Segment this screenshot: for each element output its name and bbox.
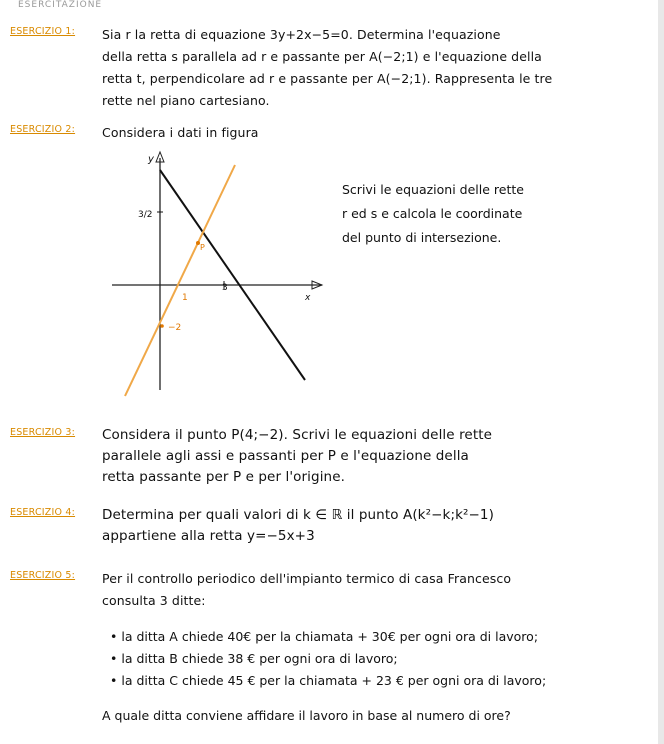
exercise-5-question: A quale ditta conviene affidare il lavoro in base al numero di ore? bbox=[102, 708, 511, 723]
exercise-3-line: parallele agli assi e passanti per P e l'equazione della bbox=[102, 448, 469, 464]
exercise-2-line: r ed s e calcola le coordinate bbox=[342, 206, 523, 221]
y-axis-label: y bbox=[148, 154, 154, 165]
exercise-1 bbox=[10, 24, 650, 120]
exercise-1-line: retta t, perpendicolare ad r e passante per A(−2;1). Rappresenta le tre bbox=[102, 71, 553, 86]
exercise-5-bullets bbox=[110, 626, 546, 692]
page-header: ESERCITAZIONE bbox=[18, 0, 103, 10]
exercise-2-figure bbox=[100, 140, 340, 410]
exercise-1-line: della retta s parallela ad r e passante per A(−2;1) e l'equazione della bbox=[102, 49, 542, 64]
y-tick-label-3-2: 3/2 bbox=[138, 210, 153, 220]
exercise-1-line: Sia r la retta di equazione 3y+2x−5=0. Determina l'equazione bbox=[102, 27, 501, 42]
intersection-label: P bbox=[200, 243, 205, 252]
x-axis-label: x bbox=[305, 293, 311, 303]
exercise-2-line: Scrivi le equazioni delle rette bbox=[342, 182, 524, 197]
exercise-5-line: consulta 3 ditte: bbox=[102, 593, 206, 608]
exercise-4-line: Determina per quali valori di k ∈ ℝ il punto A(k²−k;k²−1) bbox=[102, 507, 494, 523]
exercise-2-intro: Considera i dati in figura bbox=[102, 125, 259, 140]
exercise-2-instructions bbox=[342, 178, 642, 250]
x-tick-label-3: 3 bbox=[222, 283, 228, 293]
exercise-3-label: ESERCIZIO 3: bbox=[10, 427, 76, 438]
exercise-4-label: ESERCIZIO 4: bbox=[10, 507, 76, 518]
exercise-1-label: ESERCIZIO 1: bbox=[10, 26, 76, 37]
exercise-3-line: retta passante per P e per l'origine. bbox=[102, 469, 345, 485]
exercise-2-label: ESERCIZIO 2: bbox=[10, 124, 76, 135]
exercise-4-line: appartiene alla retta y=−5x+3 bbox=[102, 528, 315, 544]
x-tick-label-1: 1 bbox=[182, 293, 188, 303]
exercise-5 bbox=[10, 568, 650, 612]
exercise-3 bbox=[10, 425, 650, 491]
exercise-5-line: Per il controllo periodico dell'impianto termico di casa Francesco bbox=[102, 571, 512, 586]
y-tick-label-neg-2: −2 bbox=[168, 323, 182, 333]
exercise-5-label: ESERCIZIO 5: bbox=[10, 570, 76, 581]
list-item: • la ditta A chiede 40€ per la chiamata + 30€ per ogni ora di lavoro; bbox=[110, 626, 546, 648]
exercise-4 bbox=[10, 505, 650, 551]
list-item: • la ditta B chiede 38 € per ogni ora di lavoro; bbox=[110, 648, 546, 670]
exercise-1-line: rette nel piano cartesiano. bbox=[102, 93, 270, 108]
exercise-3-line: Considera il punto P(4;−2). Scrivi le equazioni delle rette bbox=[102, 427, 493, 443]
list-item: • la ditta C chiede 45 € per la chiamata + 23 € per ogni ora di lavoro; bbox=[110, 670, 546, 692]
y-intercept-neg-2 bbox=[160, 324, 164, 328]
scrollbar-track[interactable] bbox=[658, 0, 664, 744]
exercise-2-line: del punto di intersezione. bbox=[342, 230, 502, 245]
